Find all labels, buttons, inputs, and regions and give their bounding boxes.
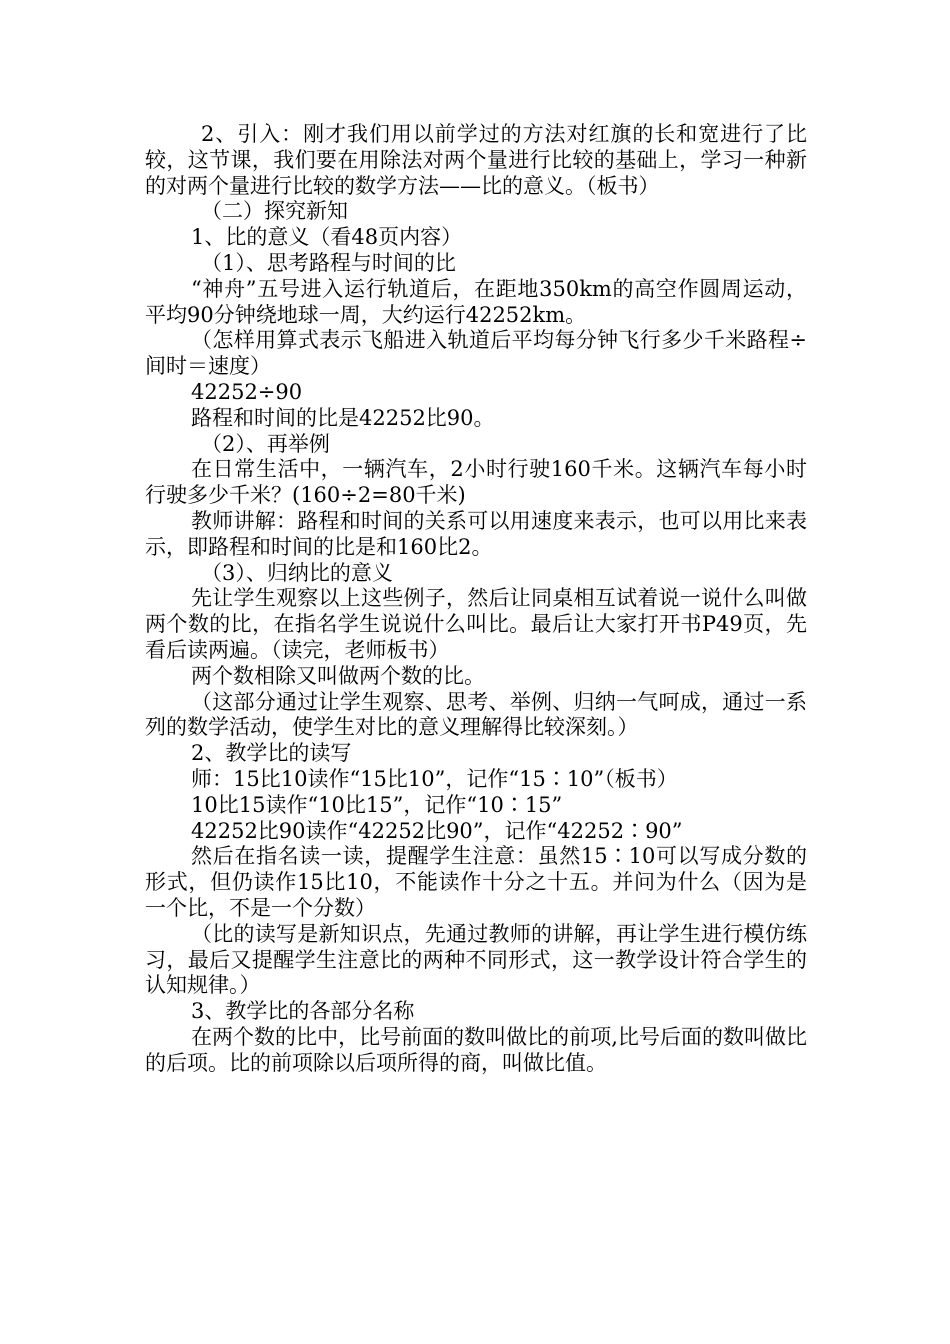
heading-explore: （二）探究新知: [201, 199, 348, 224]
paragraph-note-2: （比的读写是新知识点，先通过教师的讲解，再让学生进行模仿练习，最后又提醒学生注意比的两种不同形式，这一教学设计符合学生的认知规律。）: [145, 921, 807, 998]
paragraph-observe: 先让学生观察以上这些例子，然后让同桌相互试着说一说什么叫做两个数的比，在指名学生说说什么叫比。最后让大家打开书P49页，先看后读两遍。（读完，老师板书）: [145, 586, 807, 662]
paragraph-ratio-statement: 路程和时间的比是42252比90。: [191, 405, 495, 430]
paragraph-read-write-2: 10比15读作“10比15”，记作“10∶15”: [191, 792, 563, 817]
paragraph-attention: 然后在指名读一读，提醒学生注意：虽然15∶10可以写成分数的形式，但仍读作15比10，不能读作十分之十五。并问为什么（因为是一个比，不是一个分数）: [145, 844, 807, 920]
document-body: [145, 122, 807, 1076]
paragraph-intro: 2、引入：刚才我们用以前学过的方法对红旗的长和宽进行了比较，这节课，我们要在用除法对两个量进行比较的基础上，学习一种新的对两个量进行比较的数学方法——比的意义。（板书）: [145, 122, 807, 198]
heading-read-write: 2、教学比的读写: [191, 741, 352, 766]
heading-parts: 3、教学比的各部分名称: [191, 999, 415, 1024]
subheading-summary: （3）、归纳比的意义: [201, 560, 393, 585]
paragraph-read-write-3: 42252比90读作“42252比90”，记作“42252∶90”: [191, 818, 683, 843]
paragraph-note-1: （这部分通过让学生观察、思考、举例、归纳一气呵成，通过一系列的数学活动，使学生对比的意义理解得比较深刻。）: [145, 689, 807, 740]
paragraph-question: （怎样用算式表示飞船进入轨道后平均每分钟飞行多少千米路程÷间时＝速度）: [145, 328, 807, 379]
paragraph-read-write-1: 师：15比10读作“15比10”，记作“15∶10”（板书）: [191, 766, 678, 791]
paragraph-parts: 在两个数的比中，比号前面的数叫做比的前项,比号后面的数叫做比的后项。比的前项除以后项所得的商，叫做比值。: [145, 1024, 807, 1075]
paragraph-car-example: 在日常生活中，一辆汽车，2小时行驶160千米。这辆汽车每小时行驶多少千米？(160÷2=80千米): [145, 457, 807, 508]
heading-ratio-meaning: 1、比的意义（看48页内容）: [191, 225, 463, 250]
paragraph-shenzhou: “神舟”五号进入运行轨道后，在距地350km的高空作圆周运动，平均90分钟绕地球一周，大约运行42252km。: [145, 276, 807, 327]
paragraph-teacher-explain: 教师讲解：路程和时间的关系可以用速度来表示，也可以用比来表示，即路程和时间的比是和160比2。: [145, 508, 807, 559]
subheading-distance-time: （1）、思考路程与时间的比: [201, 250, 456, 275]
paragraph-formula: 42252÷90: [191, 379, 303, 404]
subheading-example: （2）、再举例: [201, 431, 330, 456]
paragraph-definition: 两个数相除又叫做两个数的比。: [191, 663, 485, 688]
